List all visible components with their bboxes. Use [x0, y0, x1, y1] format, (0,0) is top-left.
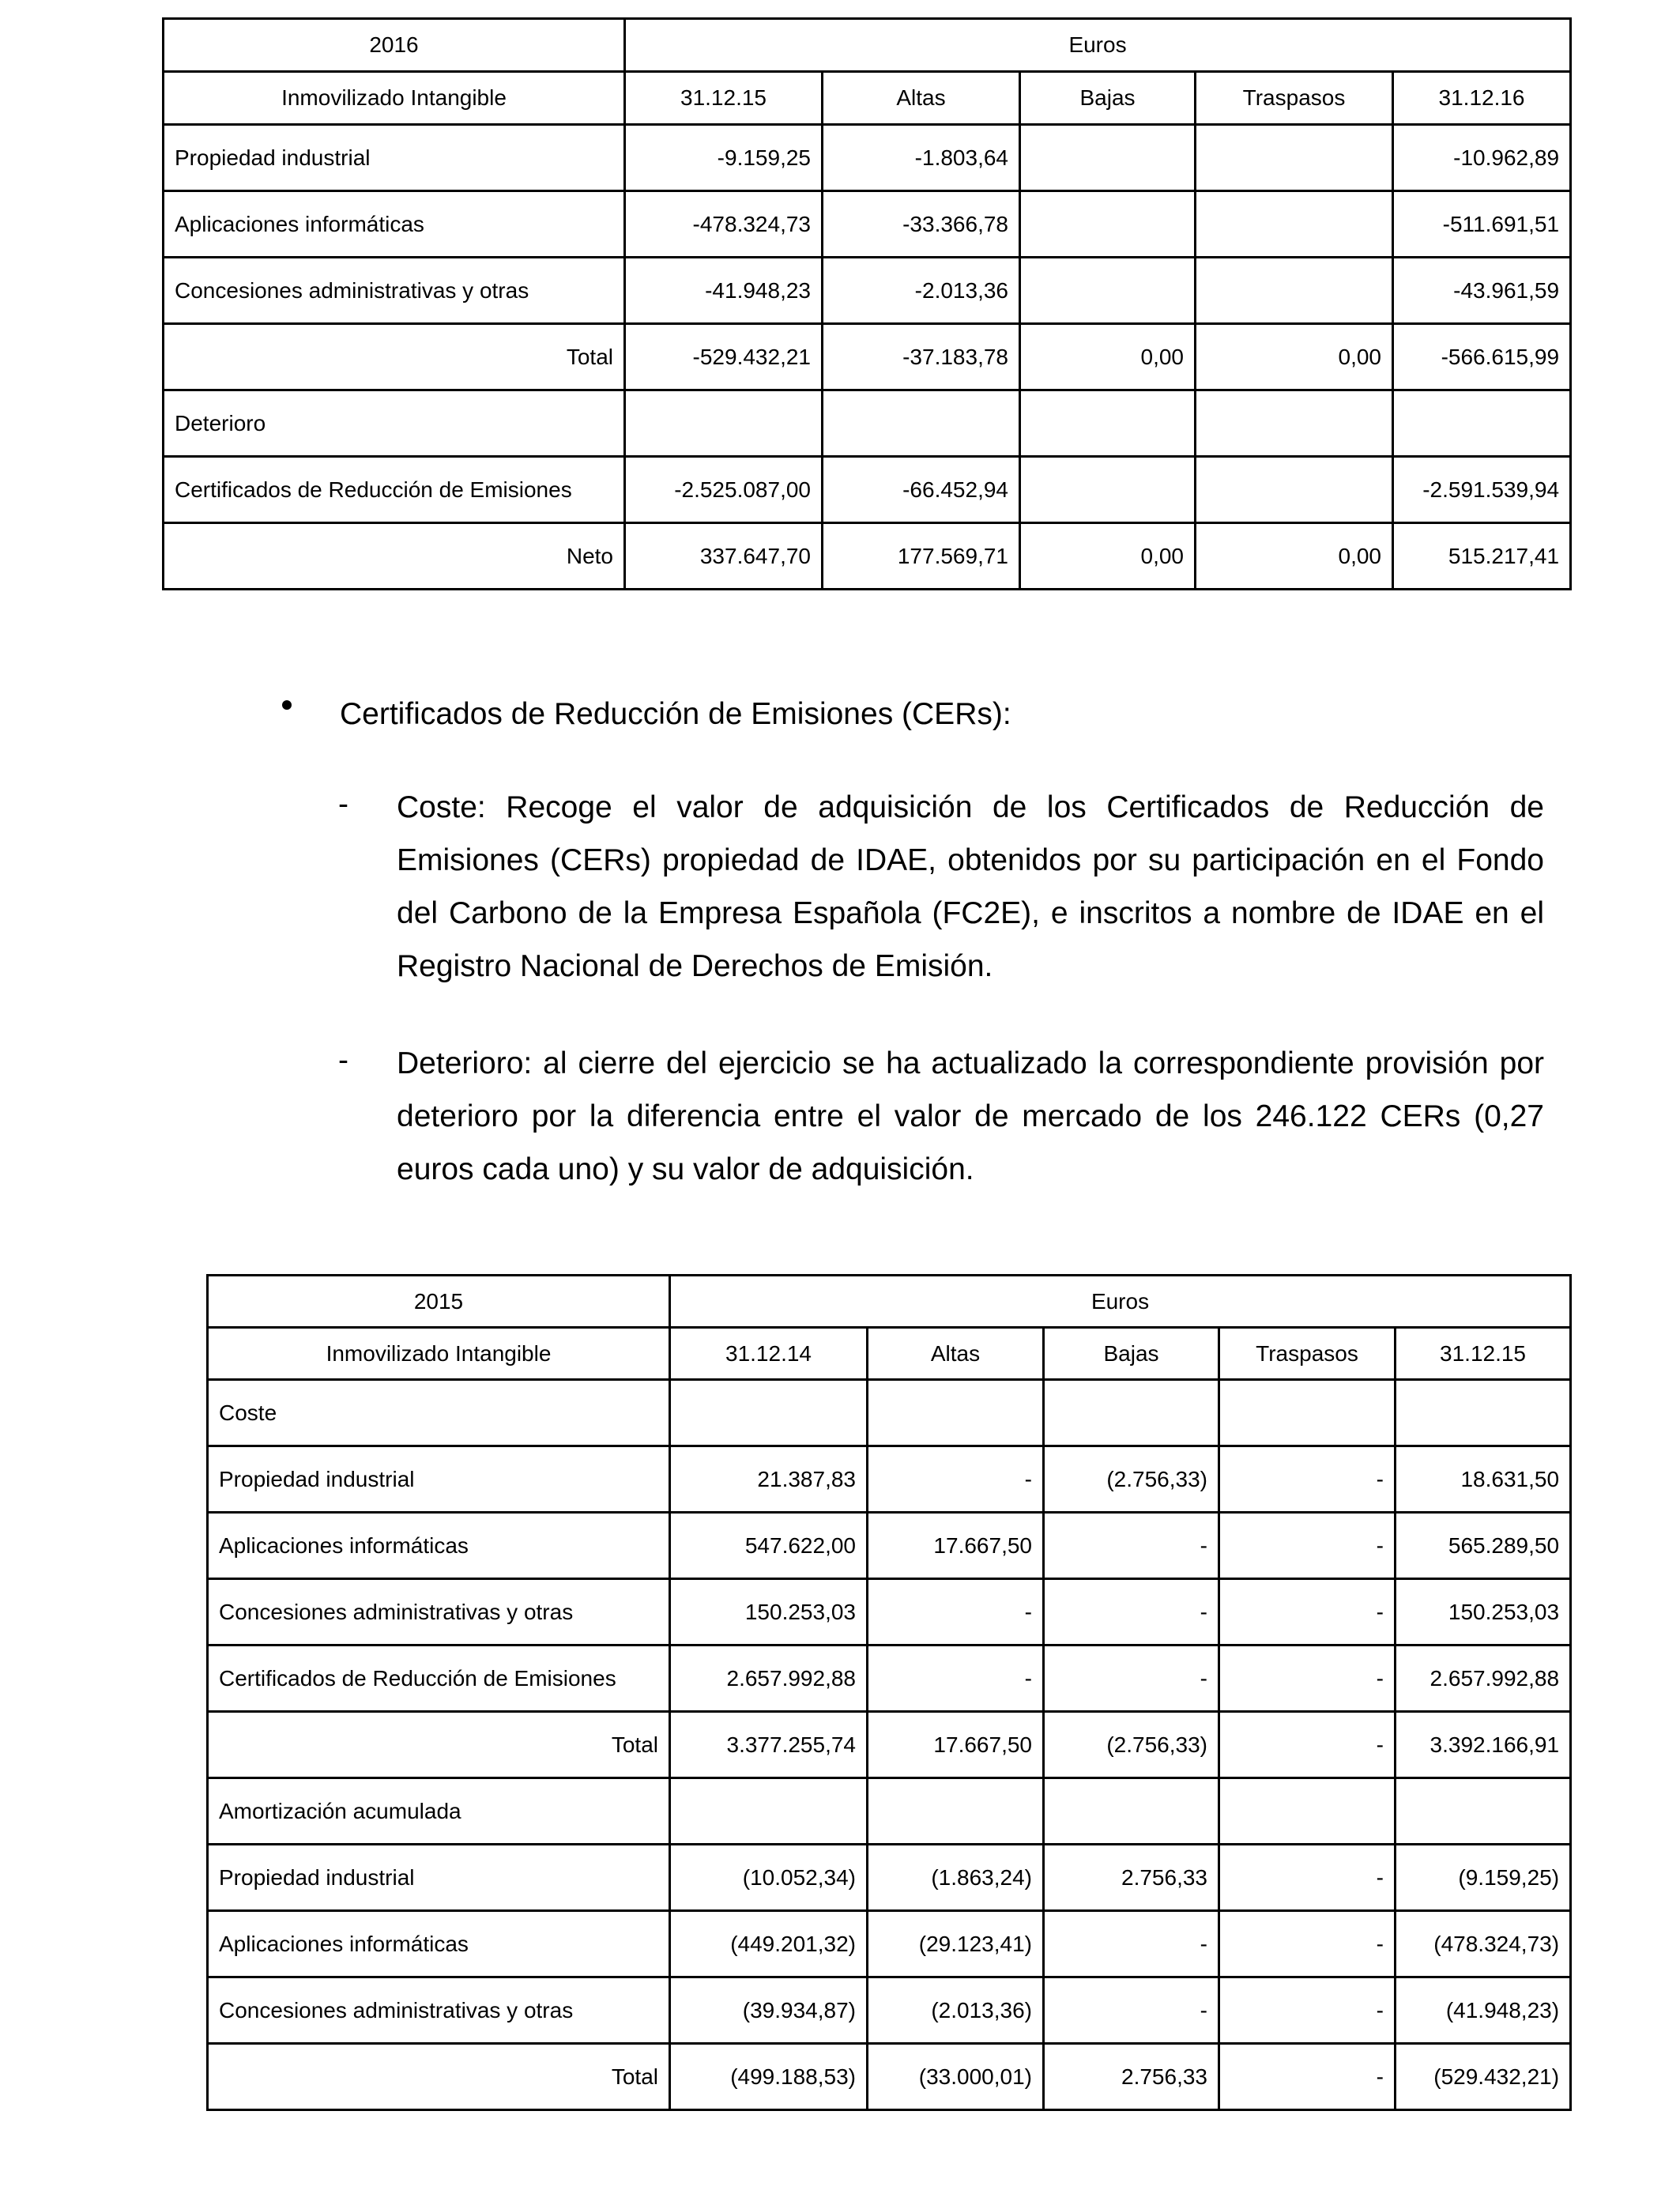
- value-cell: -: [868, 1446, 1044, 1513]
- column-header: 31.12.14: [670, 1328, 868, 1380]
- value-cell: [1020, 457, 1196, 523]
- column-header: Inmovilizado Intangible: [208, 1328, 670, 1380]
- value-cell: -: [1219, 1977, 1396, 2044]
- value-cell: -: [868, 1646, 1044, 1712]
- value-cell: 337.647,70: [625, 523, 823, 590]
- row-label: Concesiones administrativas y otras: [208, 1579, 670, 1646]
- value-cell: 3.392.166,91: [1396, 1712, 1571, 1778]
- bullet-icon: [282, 700, 292, 710]
- value-cell: (2.756,33): [1044, 1446, 1219, 1513]
- value-cell: -66.452,94: [823, 457, 1020, 523]
- column-header: 31.12.16: [1393, 72, 1571, 125]
- value-cell: -33.366,78: [823, 191, 1020, 258]
- value-cell: [670, 1380, 868, 1446]
- table-row: [208, 1845, 1571, 1911]
- column-header: 31.12.15: [1396, 1328, 1571, 1380]
- table-row: [208, 1911, 1571, 1977]
- value-cell: -41.948,23: [625, 258, 823, 324]
- value-cell: 565.289,50: [1396, 1513, 1571, 1579]
- value-cell: [1219, 1778, 1396, 1845]
- table-row: [164, 457, 1571, 523]
- row-label: Deterioro: [164, 390, 625, 457]
- value-cell: 0,00: [1020, 523, 1196, 590]
- column-header: Inmovilizado Intangible: [164, 72, 625, 125]
- value-cell: 0,00: [1196, 523, 1393, 590]
- value-cell: -: [1219, 1579, 1396, 1646]
- row-label: Amortización acumulada: [208, 1778, 670, 1845]
- value-cell: (499.188,53): [670, 2044, 868, 2110]
- table-row: [208, 1977, 1571, 2044]
- column-header: Altas: [823, 72, 1020, 125]
- value-cell: [1044, 1778, 1219, 1845]
- table-row: [164, 125, 1571, 191]
- table-row: [164, 258, 1571, 324]
- value-cell: [1020, 390, 1196, 457]
- section-row: [208, 1778, 1571, 1845]
- table-column-header-row: [164, 72, 1571, 125]
- column-header: Altas: [868, 1328, 1044, 1380]
- row-label: Propiedad industrial: [208, 1446, 670, 1513]
- value-cell: 177.569,71: [823, 523, 1020, 590]
- paragraph-line: Registro Nacional de Derechos de Emisión.: [397, 949, 993, 983]
- value-cell: (2.013,36): [868, 1977, 1044, 2044]
- value-cell: 2.756,33: [1044, 1845, 1219, 1911]
- value-cell: -478.324,73: [625, 191, 823, 258]
- value-cell: -: [1219, 1712, 1396, 1778]
- value-cell: (29.123,41): [868, 1911, 1044, 1977]
- section-row: [164, 390, 1571, 457]
- table-row: [208, 1646, 1571, 1712]
- row-label: Concesiones administrativas y otras: [164, 258, 625, 324]
- column-header: Traspasos: [1219, 1328, 1396, 1380]
- table-2015: [206, 1274, 1572, 2111]
- paragraph-line: del Carbono de la Empresa Española (FC2E), e inscritos a nombre de IDAE en el: [397, 896, 1544, 930]
- value-cell: 2.657.992,88: [670, 1646, 868, 1712]
- coste-paragraph: [397, 781, 1544, 993]
- value-cell: [1020, 258, 1196, 324]
- table-row: [208, 1579, 1571, 1646]
- value-cell: [1196, 125, 1393, 191]
- value-cell: -: [1219, 1646, 1396, 1712]
- row-label: Total: [164, 324, 625, 390]
- row-label: Propiedad industrial: [208, 1845, 670, 1911]
- value-cell: (39.934,87): [670, 1977, 868, 2044]
- value-cell: (2.756,33): [1044, 1712, 1219, 1778]
- table-row: [208, 1513, 1571, 1579]
- table-header-row: [208, 1276, 1571, 1328]
- row-label: Aplicaciones informáticas: [164, 191, 625, 258]
- row-label: Certificados de Reducción de Emisiones: [208, 1646, 670, 1712]
- value-cell: [625, 390, 823, 457]
- row-label: Aplicaciones informáticas: [208, 1911, 670, 1977]
- value-cell: [1044, 1380, 1219, 1446]
- value-cell: [1196, 390, 1393, 457]
- value-cell: [1020, 125, 1196, 191]
- value-cell: -: [1219, 1446, 1396, 1513]
- value-cell: (33.000,01): [868, 2044, 1044, 2110]
- value-cell: -: [1044, 1911, 1219, 1977]
- value-cell: -: [1044, 1646, 1219, 1712]
- row-label: Certificados de Reducción de Emisiones: [164, 457, 625, 523]
- value-cell: -43.961,59: [1393, 258, 1571, 324]
- value-cell: [1020, 191, 1196, 258]
- value-cell: -2.591.539,94: [1393, 457, 1571, 523]
- currency-cell: Euros: [670, 1276, 1571, 1328]
- value-cell: -: [1044, 1513, 1219, 1579]
- value-cell: 0,00: [1196, 324, 1393, 390]
- value-cell: 3.377.255,74: [670, 1712, 868, 1778]
- table-2016: [162, 17, 1572, 590]
- value-cell: -: [1044, 1977, 1219, 2044]
- value-cell: -: [1044, 1579, 1219, 1646]
- value-cell: [1196, 191, 1393, 258]
- value-cell: 17.667,50: [868, 1513, 1044, 1579]
- value-cell: -1.803,64: [823, 125, 1020, 191]
- year-cell: 2016: [164, 19, 625, 72]
- value-cell: -: [868, 1579, 1044, 1646]
- column-header: Bajas: [1020, 72, 1196, 125]
- row-label: Concesiones administrativas y otras: [208, 1977, 670, 2044]
- value-cell: 547.622,00: [670, 1513, 868, 1579]
- row-label: Total: [208, 1712, 670, 1778]
- value-cell: 18.631,50: [1396, 1446, 1571, 1513]
- section-heading: Certificados de Reducción de Emisiones (CERs):: [340, 697, 1011, 731]
- currency-cell: Euros: [625, 19, 1571, 72]
- table-column-header-row: [208, 1328, 1571, 1380]
- row-label: Neto: [164, 523, 625, 590]
- dash-marker: -: [338, 787, 348, 821]
- value-cell: [1219, 1380, 1396, 1446]
- value-cell: -566.615,99: [1393, 324, 1571, 390]
- row-label: Total: [208, 2044, 670, 2110]
- value-cell: -10.962,89: [1393, 125, 1571, 191]
- value-cell: -2.525.087,00: [625, 457, 823, 523]
- value-cell: [670, 1778, 868, 1845]
- row-label: Coste: [208, 1380, 670, 1446]
- value-cell: [1396, 1380, 1571, 1446]
- value-cell: 17.667,50: [868, 1712, 1044, 1778]
- value-cell: 150.253,03: [1396, 1579, 1571, 1646]
- year-cell: 2015: [208, 1276, 670, 1328]
- total-row: [208, 2044, 1571, 2110]
- value-cell: [1196, 258, 1393, 324]
- paragraph-line: Coste: Recoge el valor de adquisición de los Certificados de Reducción de: [397, 790, 1544, 824]
- value-cell: (1.863,24): [868, 1845, 1044, 1911]
- table-row: [164, 191, 1571, 258]
- value-cell: [1396, 1778, 1571, 1845]
- table-row: [208, 1446, 1571, 1513]
- paragraph-line: euros cada uno) y su valor de adquisición.: [397, 1152, 974, 1186]
- value-cell: -: [1219, 1513, 1396, 1579]
- value-cell: 21.387,83: [670, 1446, 868, 1513]
- value-cell: (10.052,34): [670, 1845, 868, 1911]
- value-cell: 515.217,41: [1393, 523, 1571, 590]
- value-cell: (41.948,23): [1396, 1977, 1571, 2044]
- value-cell: (529.432,21): [1396, 2044, 1571, 2110]
- paragraph-line: deterioro por la diferencia entre el valor de mercado de los 246.122 CERs (0,27: [397, 1099, 1544, 1133]
- row-label: Propiedad industrial: [164, 125, 625, 191]
- row-label: Aplicaciones informáticas: [208, 1513, 670, 1579]
- value-cell: -: [1219, 2044, 1396, 2110]
- value-cell: 2.756,33: [1044, 2044, 1219, 2110]
- deterioro-paragraph: [397, 1037, 1544, 1196]
- value-cell: [1393, 390, 1571, 457]
- column-header: 31.12.15: [625, 72, 823, 125]
- value-cell: -: [1219, 1911, 1396, 1977]
- total-row: [164, 324, 1571, 390]
- value-cell: 2.657.992,88: [1396, 1646, 1571, 1712]
- section-row: [208, 1380, 1571, 1446]
- value-cell: 150.253,03: [670, 1579, 868, 1646]
- net-row: [164, 523, 1571, 590]
- value-cell: -: [1219, 1845, 1396, 1911]
- value-cell: [868, 1380, 1044, 1446]
- value-cell: -37.183,78: [823, 324, 1020, 390]
- paragraph-line: Emisiones (CERs) propiedad de IDAE, obtenidos por su participación en el Fondo: [397, 843, 1544, 877]
- value-cell: [1196, 457, 1393, 523]
- value-cell: (449.201,32): [670, 1911, 868, 1977]
- paragraph-line: Deterioro: al cierre del ejercicio se ha actualizado la correspondiente provisión por: [397, 1046, 1544, 1080]
- table-header-row: [164, 19, 1571, 72]
- column-header: Bajas: [1044, 1328, 1219, 1380]
- value-cell: [823, 390, 1020, 457]
- value-cell: (9.159,25): [1396, 1845, 1571, 1911]
- value-cell: (478.324,73): [1396, 1911, 1571, 1977]
- column-header: Traspasos: [1196, 72, 1393, 125]
- total-row: [208, 1712, 1571, 1778]
- value-cell: -9.159,25: [625, 125, 823, 191]
- value-cell: -2.013,36: [823, 258, 1020, 324]
- value-cell: [868, 1778, 1044, 1845]
- value-cell: -511.691,51: [1393, 191, 1571, 258]
- value-cell: 0,00: [1020, 324, 1196, 390]
- value-cell: -529.432,21: [625, 324, 823, 390]
- dash-marker: -: [338, 1043, 348, 1077]
